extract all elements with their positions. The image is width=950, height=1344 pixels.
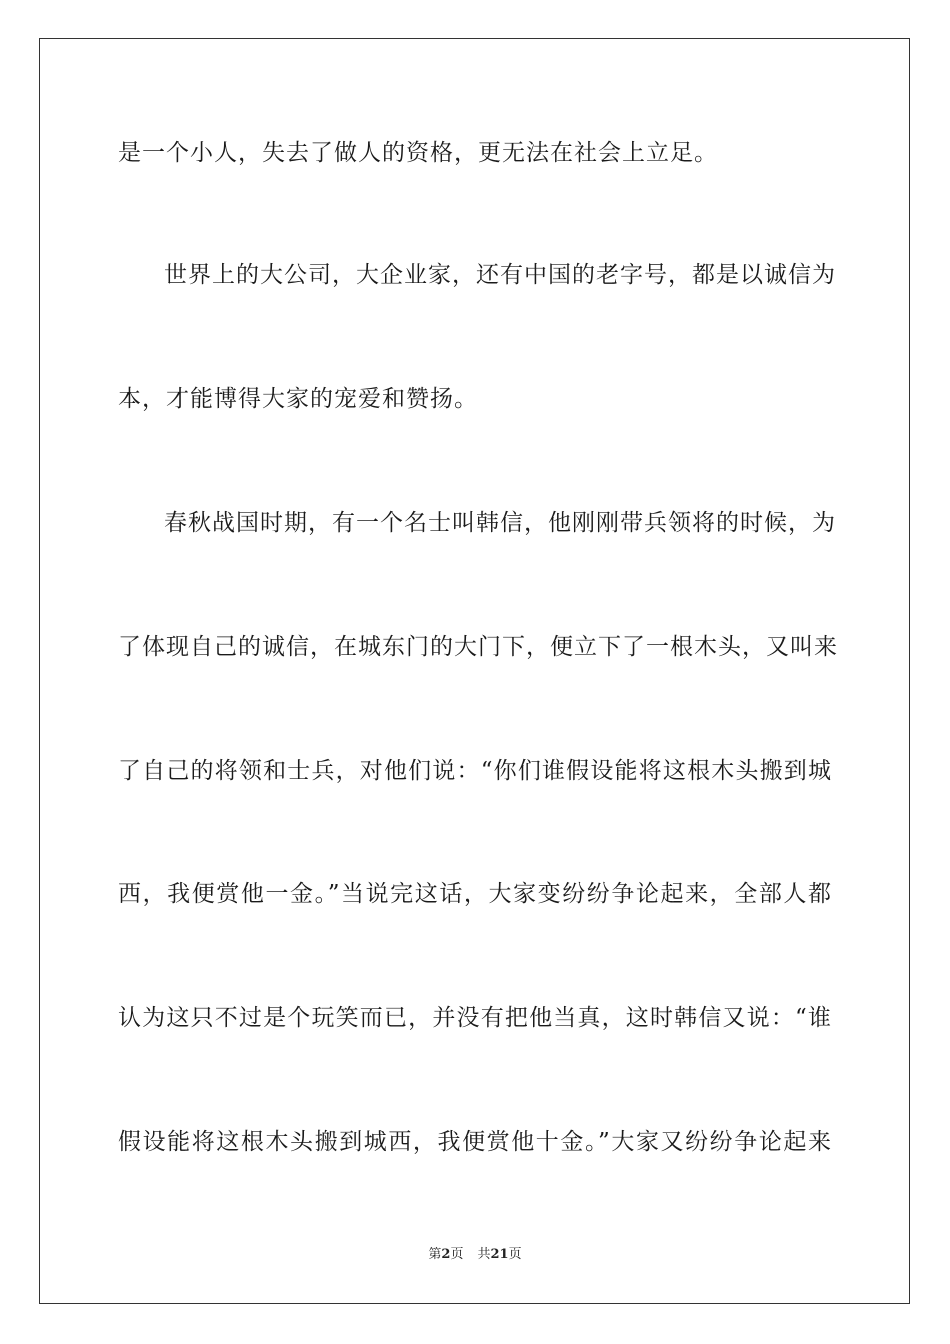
text-line-5: 了体现自己的诚信，在城东门的大门下，便立下了一根木头，又叫来 xyxy=(118,634,838,660)
text-line-8: 认为这只不过是个玩笑而已，并没有把他当真，这时韩信又说：“谁 xyxy=(118,1005,832,1031)
total-suffix: 页 xyxy=(508,1247,522,1262)
page-footer xyxy=(0,1246,950,1264)
page-total-number: 21 xyxy=(490,1247,509,1262)
text-line-3: 本，才能博得大家的宠爱和赞扬。 xyxy=(118,386,478,412)
page-suffix: 页 xyxy=(450,1247,464,1262)
text-line-4: 春秋战国时期，有一个名士叫韩信，他刚刚带兵领将的时候，为 xyxy=(164,510,836,536)
page-prefix: 第 xyxy=(428,1247,442,1262)
page-border xyxy=(39,38,910,1304)
text-line-1: 是一个小人，失去了做人的资格，更无法在社会上立足。 xyxy=(118,140,718,166)
page-current-number: 2 xyxy=(441,1247,451,1262)
text-line-9: 假设能将这根木头搬到城西，我便赏他十金。”大家又纷纷争论起来 xyxy=(118,1129,832,1155)
total-prefix: 共 xyxy=(477,1247,491,1262)
text-line-7: 西，我便赏他一金。”当说完这话，大家变纷纷争论起来，全部人都 xyxy=(118,881,832,907)
text-line-2: 世界上的大公司，大企业家，还有中国的老字号，都是以诚信为 xyxy=(164,262,836,288)
text-line-6: 了自己的将领和士兵，对他们说：“你们谁假设能将这根木头搬到城 xyxy=(118,758,832,784)
